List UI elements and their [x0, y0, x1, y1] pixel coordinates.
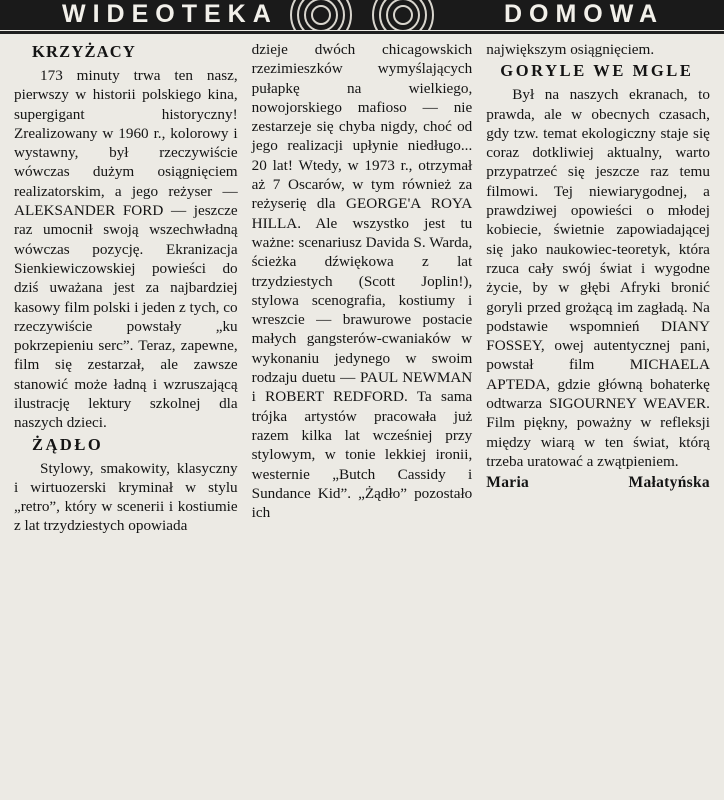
- column-one: [10, 40, 245, 794]
- headline-goryle-we-mgle: GORYLE WE MGLE: [500, 61, 694, 81]
- byline: [486, 473, 710, 493]
- headline-zadlo: ŻĄDŁO: [32, 434, 104, 454]
- masthead-rings-left: [290, 0, 352, 30]
- paragraph-zadlo-end: największym osiągnięciem.: [486, 41, 655, 58]
- masthead-left-text: WIDEOTEKA: [62, 0, 278, 28]
- paragraph-krzyzacy: 173 minuty trwa ten nasz, pierwszy w historii polskiego kina, supergigant historyczny! Zrealizowany w 1960 r., kolorowy i wystawny, był rzeczywiście wówczas dużym osiągnięciem realizatorskim, a jego reżyser — ALEKSANDER FORD — jeszcze raz umocnił swoją wszechwładną wówczas pozycję. Ekranizacja Sienkiewiczowskiej powieści do dziś uważana jest za najbardziej kasowy film polski i jeden z tych, co rzeczywiście powstały „ku pokrzepieniu serc”. Teraz, zapewne, film się zestarzał, ale zawsze stanowić może ładną i wzruszającą ilustrację lektury szkolnej dla naszych dzieci.: [14, 66, 238, 432]
- paragraph-zadlo-cont: dzieje dwóch chicagowskich rzezimieszków wymyślających pułapkę na wielkiego, nowojorskiego mafioso — nie zestarzeje się chyba nigdy, choć od jego realizacji upłynie niedługo... 20 lat! Wtedy, w 1973 r., otrzymał aż 7 Oscarów, w tym również za reżyserię dla GEORGE'A ROYA HILLA. Ale wszystko jest tu ważne: scenariusz Davida S. Warda, ścieżka dźwiękowa z lat trzydziestych (Scott Joplin!), stylowa scenografia, kostiumy i wreszcie — brawurowe postacie małych gangsterów-cwaniaków w wykonaniu jedynego w swoim rodzaju duetu — PAUL NEWMAN i ROBERT REDFORD. Ta sama trójka artystów pracowała już razem kilka lat wcześniej przy stylowym, w tonie lekkiej ironii, westernie „Butch Cassidy i Sundance Kid”. „Żądło” pozostało ich: [251, 41, 473, 522]
- masthead-rings-right: [372, 0, 434, 30]
- column-three: [479, 40, 714, 794]
- byline-first-name: Maria: [486, 474, 530, 492]
- column-two: [245, 40, 480, 794]
- byline-last-name: Małatyńska: [628, 474, 710, 492]
- paragraph-zadlo-start: Stylowy, smakowity, klasyczny i wirtuozerski kryminał w stylu „retro”, który w scenerii i kostiumie z lat trzydziestych opowiada: [14, 459, 238, 535]
- article-columns: [0, 34, 724, 798]
- masthead-right-text: DOMOWA: [503, 0, 664, 28]
- masthead-banner: [0, 0, 724, 30]
- headline-krzyzacy: KRZYŻACY: [32, 42, 137, 61]
- paragraph-goryle: Był na naszych ekranach, to prawda, ale w obecnych czasach, gdy tzw. temat ekologiczny staje się coraz dotkliwiej aktualny, warto przypatrzeć się jeszcze raz temu filmowi. Tej niewiarygodnej, a prawdziwej opowieści o młodej kobiecie, świetnie zapowiadającej się jako naukowiec-teoretyk, która rzuca cały swój świat i wygodne życie, by w głębi Afryki bronić goryli przed grożącą im zagładą. Na podstawie wspomnień DIANY FOSSEY, owej autentycznej pani, powstał film MICHAELA APTEDA, gdzie główną bohaterkę odtwarza SIGOURNEY WEAVER. Film piękny, poważny w refleksji między wiarą w ten świat, którą trzeba uratować a zwątpieniem.: [486, 86, 710, 470]
